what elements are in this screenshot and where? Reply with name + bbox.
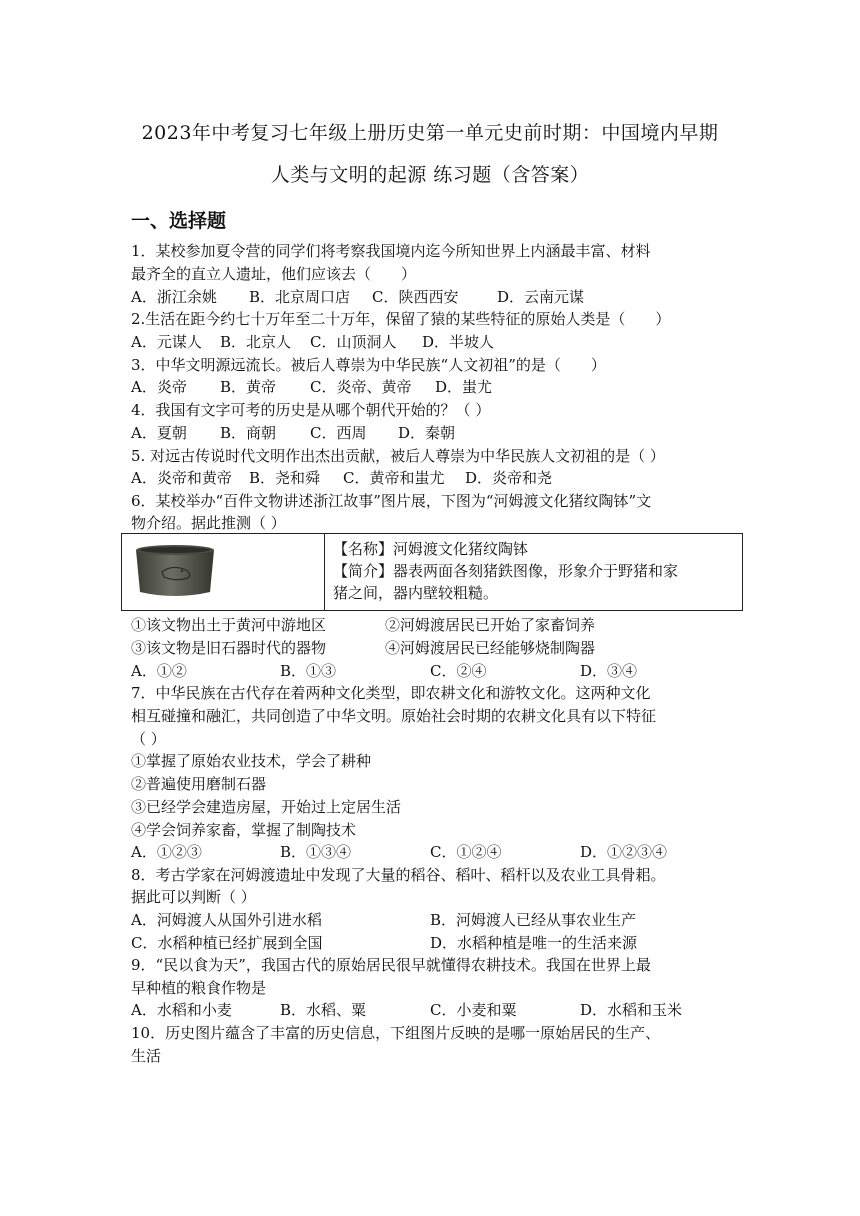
q3-option-b: B．黄帝 [220, 378, 277, 396]
q6-line2: 物介绍。据此推测（ ） [131, 514, 286, 532]
q6-statement-2: ②河姆渡居民已开始了家畜饲养 [385, 616, 596, 634]
q8-option-c: C．水稻种植已经扩展到全国 [131, 934, 323, 952]
q4-option-c: C．西周 [310, 424, 367, 442]
q9-option-a: A．水稻和小麦 [131, 1001, 232, 1019]
q3-line1: 3．中华文明源远流长。被后人尊崇为中华民族“人文初祖”的是（ ） [131, 356, 606, 374]
q7-statement-2: ②普遍使用磨制石器 [131, 775, 267, 793]
q9-option-b: B．水稻、粟 [280, 1001, 367, 1019]
q8-line2: 据此可以判断（ ） [131, 888, 256, 906]
q6-option-b: B．①③ [280, 662, 337, 680]
q9-option-d: D．水稻和玉米 [580, 1001, 683, 1019]
artifact-info-table [121, 533, 743, 611]
q3-option-d: D．蚩尤 [435, 378, 493, 396]
q1-line1: 1．某校参加夏令营的同学们将考察我国境内迄今所知世界上内涵最丰富、材料 [131, 242, 651, 260]
q7-line2: 相互碰撞和融汇，共同创造了中华文明。原始社会时期的农耕文化具有以下特征 [131, 707, 657, 725]
q3-option-c: C．炎帝、黄帝 [310, 378, 412, 396]
artifact-name: 【名称】河姆渡文化猪纹陶钵 [333, 540, 529, 558]
q4-option-a: A．夏朝 [131, 424, 187, 442]
artifact-intro-line2: 猪之间，器内壁较粗糙。 [333, 584, 499, 602]
q5-option-d: D．炎帝和尧 [465, 469, 553, 487]
q9-line2: 早种植的粮食作物是 [131, 979, 267, 997]
q2-option-d: D．半坡人 [422, 333, 495, 351]
q6-option-a: A．①② [131, 662, 187, 680]
q1-line2: 最齐全的直立人遗址，他们应该去（ ） [131, 265, 417, 283]
q6-option-d: D．③④ [580, 662, 638, 680]
q6-option-c: C．②④ [430, 662, 487, 680]
q5-option-b: B．尧和舜 [249, 469, 321, 487]
q5-option-a: A．炎帝和黄帝 [131, 469, 232, 487]
q6-line1: 6．某校举办“百件文物讲述浙江故事”图片展，下图为“河姆渡文化猪纹陶钵”文 [131, 492, 652, 510]
q1-option-c: C．陕西西安 [372, 288, 459, 306]
q1-option-a: A．浙江余姚 [131, 288, 217, 306]
artifact-text-cell [325, 534, 743, 611]
q7-statement-3: ③已经学会建造房屋，开始过上定居生活 [131, 798, 402, 816]
q4-option-b: B．商朝 [220, 424, 277, 442]
q8-option-a: A．河姆渡人从国外引进水稻 [131, 911, 322, 929]
q2-option-c: C．山顶洞人 [310, 333, 397, 351]
q7-option-c: C．①②④ [430, 843, 502, 861]
section-heading: 一、选择题 [131, 210, 227, 232]
q7-statement-1: ①掌握了原始农业技术，学会了耕种 [131, 752, 372, 770]
q4-line1: 4．我国有文字可考的历史是从哪个朝代开始的？（ ） [131, 401, 491, 419]
q7-line3: （ ） [131, 730, 166, 748]
q8-option-d: D．水稻种植是唯一的生活来源 [430, 934, 638, 952]
q5-line1: 5. 对远古传说时代文明作出杰出贡献，被后人尊崇为中华民族人文初祖的是（ ） [131, 447, 665, 465]
q5-option-c: C．黄帝和蚩尤 [343, 469, 445, 487]
q6-statement-1: ①该文物出土于黄河中游地区 [131, 616, 327, 634]
q2-line1: 2.生活在距今约七十万年至二十万年，保留了猿的某些特征的原始人类是（ ） [131, 310, 671, 328]
doc-title-line2: 人类与文明的起源 练习题（含答案） [270, 164, 590, 186]
q8-line1: 8．考古学家在河姆渡遗址中发现了大量的稻谷、稻叶、稻杆以及农业工具骨耜。 [131, 866, 666, 884]
q3-option-a: A．炎帝 [131, 378, 187, 396]
q2-option-a: A．元谋人 [131, 333, 202, 351]
q1-option-b: B．北京周口店 [249, 288, 351, 306]
q7-option-d: D．①②③④ [580, 843, 668, 861]
q4-option-d: D．秦朝 [398, 424, 456, 442]
doc-title-line1: 2023年中考复习七年级上册历史第一单元史前时期：中国境内早期 [141, 122, 719, 144]
artifact-intro-line1: 【简介】器表两面各刻猪鉄图像，形象介于野猪和家 [333, 562, 679, 580]
q6-statement-3: ③该文物是旧石器时代的器物 [131, 639, 327, 657]
q1-option-d: D．云南元谋 [497, 288, 585, 306]
q7-option-a: A．①②③ [131, 843, 202, 861]
q7-option-b: B．①③④ [280, 843, 352, 861]
q8-option-b: B．河姆渡人已经从事农业生产 [430, 911, 637, 929]
pottery-bowl-image [134, 542, 216, 600]
q9-option-c: C．小麦和粟 [430, 1001, 517, 1019]
q6-statement-4: ④河姆渡居民已经能够烧制陶器 [385, 639, 596, 657]
q10-line2: 生活 [131, 1047, 162, 1065]
artifact-image-cell [122, 534, 325, 611]
q2-option-b: B．北京人 [220, 333, 292, 351]
q10-line1: 10．历史图片蕴含了丰富的历史信息，下组图片反映的是哪一原始居民的生产、 [131, 1024, 661, 1042]
q7-statement-4: ④学会饲养家畜，掌握了制陶技术 [131, 821, 357, 839]
q7-line1: 7．中华民族在古代存在着两种文化类型，即农耕文化和游牧文化。这两种文化 [131, 684, 651, 702]
q9-line1: 9．“民以食为天”，我国古代的原始居民很早就懂得农耕技术。我国在世界上最 [131, 956, 651, 974]
